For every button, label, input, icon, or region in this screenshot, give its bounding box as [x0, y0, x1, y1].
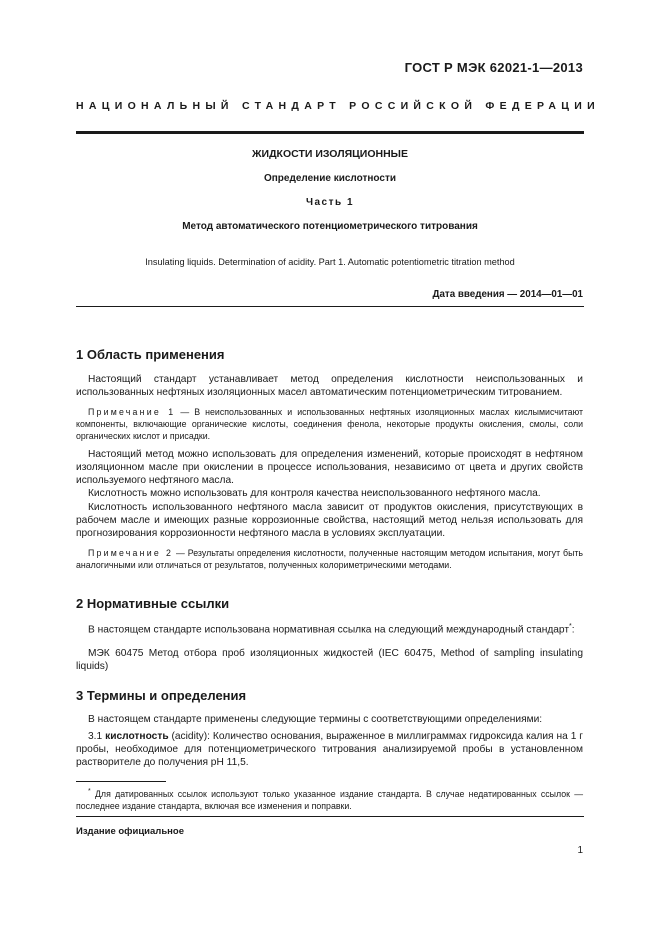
- national-standard-title: НАЦИОНАЛЬНЫЙ СТАНДАРТ РОССИЙСКОЙ ФЕДЕРАЦИИ: [76, 100, 600, 112]
- footnote: [76, 786, 583, 812]
- section-1-p2-text: Настоящий метод можно использовать для определения изменений, которые происходят в нефтяном изоляционном масле при окислении в процессе использования, независимо от цвета и других свойств используемого нефтяного масла.: [76, 449, 583, 486]
- footnote-ref: *: [569, 623, 572, 630]
- footer-rule: [76, 816, 584, 817]
- note-2-text: — Результаты определения кислотности, полученные настоящим методом испытания, могут быть аналогичными или отличаться от результатов, полученных колориметрическими методами.: [76, 548, 583, 570]
- section-3-heading: 3 Термины и определения: [76, 688, 247, 703]
- section-1-paragraph-3: [76, 487, 583, 500]
- title-line-4: Метод автоматического потенциометрического титрования: [182, 221, 478, 232]
- section-2-heading: 2 Нормативные ссылки: [76, 596, 230, 611]
- footnote-text: Для датированных ссылок используют только указанное издание стандарта. В случае недатированных ссылок — последнее издание стандарта, включая все изменения и поправки.: [76, 788, 583, 811]
- section-2-paragraph-1: [76, 620, 583, 636]
- section-3-p1-text: В настоящем стандарте применены следующие термины с соответствующими определениями:: [88, 714, 543, 725]
- term-number: 3.1: [88, 731, 106, 742]
- section-3-paragraph-1: [76, 713, 583, 726]
- section-1-note-1: [76, 406, 583, 442]
- page-number: 1: [577, 845, 583, 856]
- section-1-paragraph-2: [76, 448, 583, 487]
- term-name: кислотность: [105, 731, 169, 742]
- introduction-date: Дата введения — 2014—01—01: [432, 289, 583, 300]
- header-rule: [76, 131, 584, 134]
- title-line-3: Часть 1: [305, 197, 355, 208]
- note-2-label: Примечание 2: [88, 548, 174, 558]
- section-2-p1-text: В настоящем стандарте использована нормативная ссылка на следующий международный стандарт: [88, 624, 570, 636]
- section-1-paragraph-4: [76, 501, 583, 540]
- section-1-p1-text: Настоящий стандарт устанавливает метод определения кислотности неиспользованных и использованных нефтяных изоляционных масел автоматическим потенциометрическим титрованием.: [76, 374, 583, 398]
- section-2-p1-end: :: [571, 624, 575, 636]
- section-1-p3-text: Кислотность можно использовать для контроля качества неиспользованного нефтяного масла.: [88, 488, 541, 499]
- section-1-heading: 1 Область применения: [76, 347, 225, 362]
- title-line-2: Определение кислотности: [263, 173, 397, 184]
- section-1-note-2: [76, 547, 583, 571]
- section-3-term-definition: [76, 730, 583, 769]
- section-2-paragraph-2: [76, 647, 583, 673]
- section-1-paragraph-1: [76, 373, 583, 399]
- date-rule: [76, 306, 584, 307]
- section-2-p2-text: МЭК 60475 Метод отбора проб изоляционных жидкостей (IEC 60475, Method of sampling insulating liquids): [76, 648, 583, 672]
- term-definition: (acidity): Количество основания, выраженное в миллиграммах гидроксида калия на 1 г пробы, необходимое для потенциометрического титрования анализируемой пробы в установленном растворителе до получения рН 11,5.: [76, 731, 584, 768]
- english-title: Insulating liquids. Determination of acidity. Part 1. Automatic potentiometric titration method: [145, 257, 515, 267]
- note-1-text: — В неиспользованных и использованных нефтяных изоляционных маслах кислымисчитают компоненты, включающие органические кислоты, соединения фенола, некоторые продукты окисления, смолы, соли органических кислот и присадки.: [76, 407, 584, 441]
- footnote-mark: *: [88, 788, 91, 795]
- official-edition-label: Издание официальное: [76, 826, 184, 837]
- note-1-label: Примечание 1: [88, 407, 176, 417]
- section-1-p4-text: Кислотность использованного нефтяного масла зависит от продуктов окисления, присутствующих в рабочем масле и имеющих разные коррозионные свойства, настоящий метод нельзя использовать для прогнозирования коррозионности нефтяного масла в условиях эксплуатации.: [76, 502, 583, 539]
- footnote-rule: [76, 781, 166, 782]
- title-line-1: ЖИДКОСТИ ИЗОЛЯЦИОННЫЕ: [252, 148, 408, 160]
- standard-number: ГОСТ Р МЭК 62021-1—2013: [404, 60, 583, 75]
